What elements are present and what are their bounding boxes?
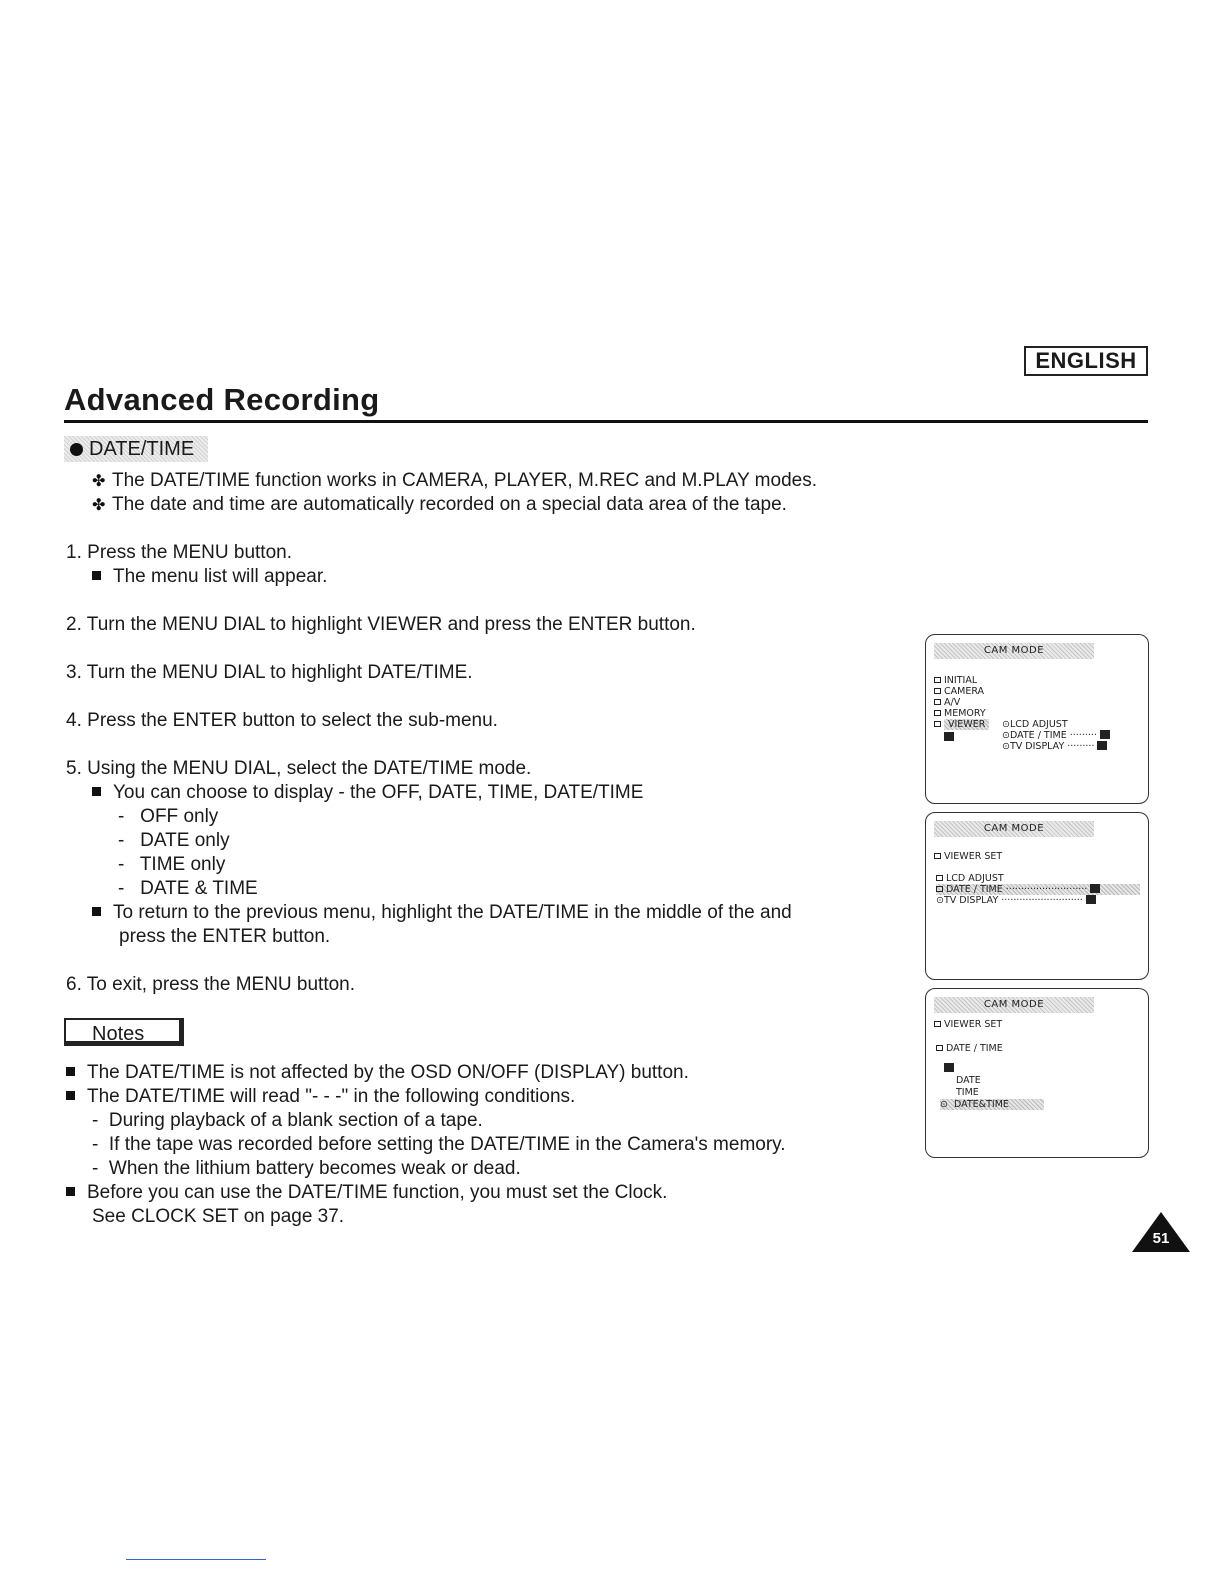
option-item: - TIME only: [118, 854, 226, 875]
menu-folder-icon: [936, 875, 943, 881]
bottom-rule: [126, 1559, 266, 1560]
intro-item: ✤ The date and time are automatically recorded on a special data area of the tape.: [92, 493, 787, 518]
step-1: 1. Press the MENU button.: [66, 542, 293, 563]
note-item: Before you can use the DATE/TIME function, you must set the Clock.: [66, 1181, 667, 1205]
page-title: Advanced Recording: [64, 382, 380, 417]
square-bullet-icon: [92, 907, 101, 916]
notes-label: Notes: [64, 1018, 184, 1046]
note-sub-item: - If the tape was recorded before setting the DATE/TIME in the Camera's memory.: [92, 1134, 786, 1155]
step-3: 3. Turn the MENU DIAL to highlight DATE/TIME.: [66, 662, 473, 683]
menu-folder-icon: [934, 699, 941, 705]
mode-label: CAM MODE: [934, 821, 1094, 837]
step-4: 4. Press the ENTER button to select the sub-menu.: [66, 710, 498, 731]
step-5-sub: You can choose to display - the OFF, DATE, TIME, DATE/TIME: [92, 781, 643, 805]
submenu-item: LCD ADJUST: [936, 873, 1004, 884]
submenu-item: ⊙TV DISPLAY ···························: [936, 895, 1096, 906]
square-bullet-icon: [92, 571, 101, 580]
step-5: 5. Using the MENU DIAL, select the DATE/TIME mode.: [66, 758, 532, 779]
value-block-icon: [1097, 741, 1107, 750]
language-badge: ENGLISH: [1024, 346, 1148, 376]
menu-folder-icon: [934, 710, 941, 716]
note-item: The DATE/TIME is not affected by the OSD ON/OFF (DISPLAY) button.: [66, 1061, 689, 1085]
submenu-item: ⊙DATE / TIME ·········: [1002, 730, 1110, 741]
option-item: - DATE only: [118, 830, 230, 851]
bullet-dot-icon: [70, 443, 83, 456]
screen-title: VIEWER SET: [934, 851, 1002, 862]
step-5-sub2: To return to the previous menu, highlight the DATE/TIME in the middle of the and: [92, 901, 792, 925]
note-sub-item: - When the lithium battery becomes weak or dead.: [92, 1158, 521, 1179]
square-bullet-icon: [66, 1187, 75, 1196]
value-block-icon: [1086, 895, 1096, 904]
square-bullet-icon: [92, 787, 101, 796]
option-item: - DATE & TIME: [118, 878, 258, 899]
note-sub-item: - During playback of a blank section of a tape.: [92, 1110, 483, 1131]
mode-label: CAM MODE: [934, 643, 1094, 659]
menu-item-selected: VIEWER: [934, 719, 989, 730]
step-2: 2. Turn the MENU DIAL to highlight VIEWER and press the ENTER button.: [66, 614, 696, 635]
menu-folder-icon: [934, 1021, 941, 1027]
title-rule: [64, 420, 1148, 423]
submenu-item: ⊙TV DISPLAY ·········: [1002, 741, 1107, 752]
menu-screen-3: [925, 988, 1149, 1158]
submenu-item: ⊙LCD ADJUST: [1002, 719, 1068, 730]
value-block-icon: [1090, 884, 1100, 893]
page-number: 51: [1152, 1230, 1170, 1247]
clover-bullet-icon: ✤: [92, 497, 106, 514]
note-sub-line: See CLOCK SET on page 37.: [92, 1206, 345, 1227]
off-block-icon: [944, 1063, 954, 1074]
menu-item: INITIAL: [934, 675, 977, 686]
square-bullet-icon: [66, 1091, 75, 1100]
option-item-selected: ⊙ DATE&TIME: [940, 1099, 1044, 1110]
option-item: DATE: [956, 1075, 981, 1086]
note-item: The DATE/TIME will read "- - -" in the following conditions.: [66, 1085, 575, 1109]
section-heading-label: DATE/TIME: [89, 438, 195, 460]
step-6: 6. To exit, press the MENU button.: [66, 974, 356, 995]
option-item: - OFF only: [118, 806, 219, 827]
menu-folder-icon: [934, 688, 941, 694]
menu-folder-icon: [934, 721, 941, 727]
menu-folder-icon: [934, 677, 941, 683]
step-5-sub2-cont: press the ENTER button.: [119, 926, 331, 947]
option-item: TIME: [956, 1087, 979, 1098]
menu-screen-2: [925, 812, 1149, 980]
clover-bullet-icon: ✤: [92, 473, 106, 490]
menu-folder-icon: [934, 853, 941, 859]
step-1-sub: The menu list will appear.: [92, 565, 327, 589]
menu-folder-icon: [936, 1045, 943, 1051]
submenu-item-selected: DATE / TIME ···························: [936, 884, 1140, 895]
menu-item: A/V: [934, 697, 960, 708]
screen-title: VIEWER SET: [934, 1019, 1002, 1030]
section-heading: [64, 436, 208, 462]
submenu-title: DATE / TIME: [936, 1043, 1003, 1054]
mode-label: CAM MODE: [934, 997, 1094, 1013]
square-bullet-icon: [66, 1067, 75, 1076]
value-block-icon: [1100, 730, 1110, 739]
menu-item: MEMORY: [934, 708, 986, 719]
intro-item: ✤ The DATE/TIME function works in CAMERA, PLAYER, M.REC and M.PLAY modes.: [92, 469, 817, 494]
menu-folder-icon: [936, 886, 943, 892]
menu-screen-1: [925, 634, 1149, 804]
menu-item: CAMERA: [934, 686, 984, 697]
tape-icon: [944, 732, 954, 743]
